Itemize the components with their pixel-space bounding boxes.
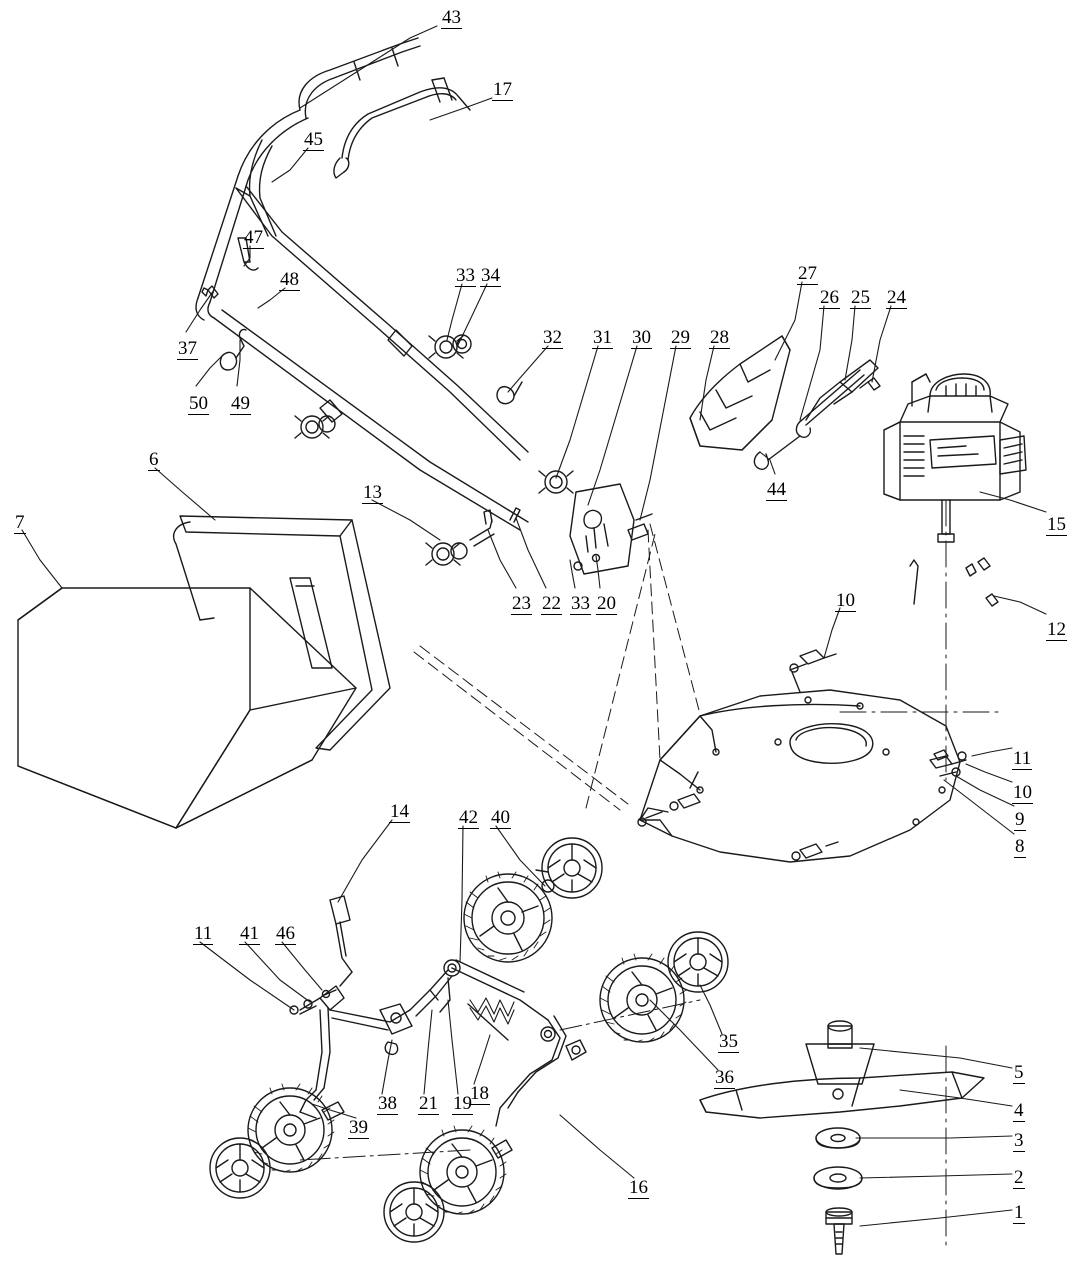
callout-45: 45 — [304, 129, 323, 150]
callout-1: 1 — [1014, 1202, 1024, 1223]
callout-35: 35 — [719, 1031, 738, 1052]
callout-37: 37 — [178, 338, 197, 359]
callout-25: 25 — [851, 287, 870, 308]
callout-23: 23 — [512, 593, 531, 614]
callout-47: 47 — [244, 227, 263, 248]
callout-20: 20 — [597, 593, 616, 614]
callout-40: 40 — [491, 807, 510, 828]
callout-33-upper: 33 — [456, 265, 475, 286]
callout-12: 12 — [1047, 619, 1066, 640]
callout-19: 19 — [453, 1093, 472, 1114]
callout-10-upper: 10 — [836, 590, 855, 611]
callout-6: 6 — [149, 449, 159, 470]
callout-30: 30 — [632, 327, 651, 348]
callout-44: 44 — [767, 479, 786, 500]
callout-34: 34 — [481, 265, 500, 286]
callout-42: 42 — [459, 807, 478, 828]
callout-26: 26 — [820, 287, 839, 308]
callout-48: 48 — [280, 269, 299, 290]
callout-33-lower: 33 — [571, 593, 590, 614]
callout-17: 17 — [493, 79, 512, 100]
callout-27: 27 — [798, 263, 817, 284]
callout-39: 39 — [349, 1117, 368, 1138]
callout-29: 29 — [671, 327, 690, 348]
callout-11-right: 11 — [1013, 748, 1032, 769]
callout-31: 31 — [593, 327, 612, 348]
callout-15: 15 — [1047, 514, 1066, 535]
callout-46: 46 — [276, 923, 295, 944]
callout-24: 24 — [887, 287, 906, 308]
callout-13: 13 — [363, 482, 382, 503]
callout-5: 5 — [1014, 1062, 1024, 1083]
callout-21: 21 — [419, 1093, 438, 1114]
callout-22: 22 — [542, 593, 561, 614]
callout-49: 49 — [231, 393, 250, 414]
callout-41: 41 — [240, 923, 259, 944]
callout-14: 14 — [390, 801, 409, 822]
callout-3: 3 — [1014, 1130, 1024, 1151]
callout-4: 4 — [1014, 1100, 1024, 1121]
callout-16: 16 — [629, 1177, 648, 1198]
callout-38: 38 — [378, 1093, 397, 1114]
callout-36: 36 — [715, 1067, 734, 1088]
callout-32: 32 — [543, 327, 562, 348]
callout-8: 8 — [1015, 836, 1025, 857]
callout-10-right: 10 — [1013, 782, 1032, 803]
callout-50: 50 — [189, 393, 208, 414]
callout-18: 18 — [470, 1083, 489, 1104]
callout-28: 28 — [710, 327, 729, 348]
callout-43: 43 — [442, 7, 461, 28]
callout-7: 7 — [15, 512, 25, 533]
callout-2: 2 — [1014, 1167, 1024, 1188]
callout-9: 9 — [1015, 809, 1025, 830]
callout-11-left: 11 — [194, 923, 213, 944]
